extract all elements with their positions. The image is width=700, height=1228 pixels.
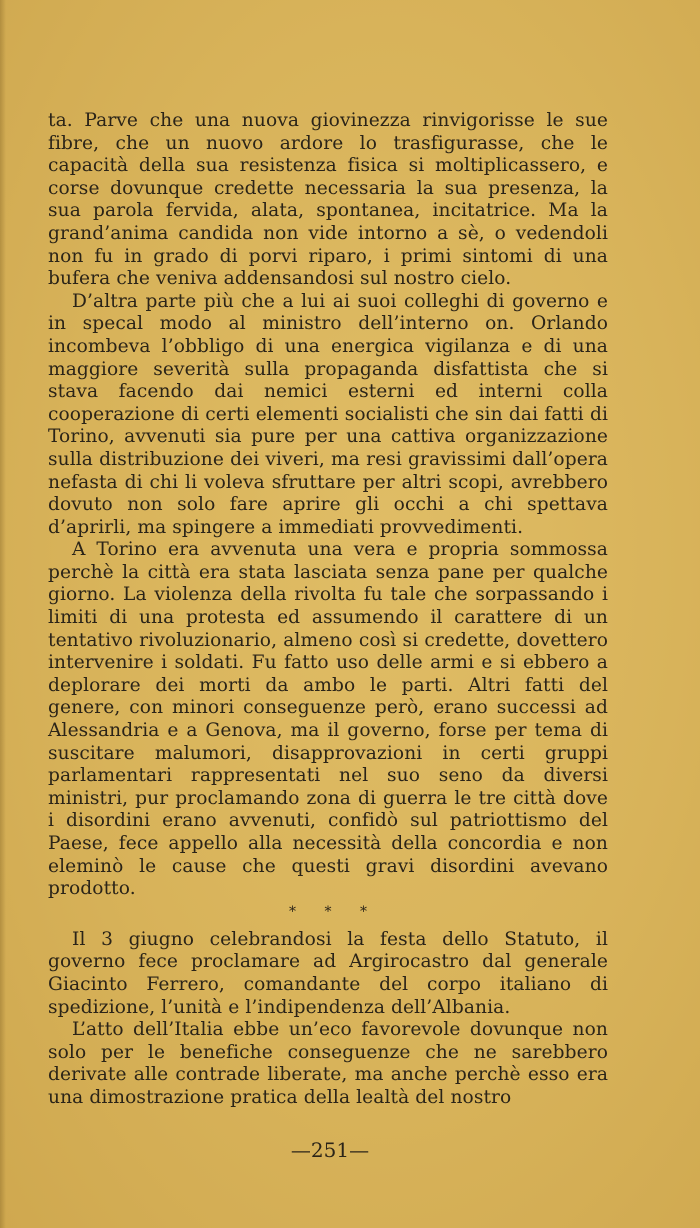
page-number: —251— <box>290 1138 370 1162</box>
paragraph: A Torino era avvenuta una vera e propria sommossa perchè la città era stata lasciata senza pane per qualche giorno. La violenza della rivolta fu tale che sorpassando i limiti di una protesta ed assumendo il carattere di un tentativo rivoluzionario, almeno così si credette, dovettero intervenire i soldati. Fu fatto uso delle armi e si ebbero a deplorare dei morti da ambo le parti. Altri fatti del genere, con minori conseguenze però, erano successi ad Alessandria e a Genova, ma il governo, forse per tema di suscitare malumori, disapprovazioni in certi gruppi parlamentari rappresentati nel suo seno da diversi ministri, pur proclamando zona di guerra le tre città dove i disordini erano avvenuti, confidò sul patriottismo del Paese, fece appello alla necessità della concordia e non eleminò le cause che questi gravi disordini avevano prodotto. <box>48 539 608 900</box>
section-separator: * * * <box>289 903 379 920</box>
body-text <box>48 110 608 1110</box>
paragraph: D’altra parte più che a lui ai suoi colleghi di governo e in specal modo al ministro dell’interno on. Orlando incombeva l’obbligo di una energica vigilanza e di una maggiore severità sulla propaganda disfattista che si stava facendo dai nemici esterni ed interni colla cooperazione di certi elementi socialisti che sin dai fatti di Torino, avvenuti sia pure per una cattiva organizzazione sulla distribuzione dei viveri, ma resi gravissimi dall’opera nefasta di chi li voleva sfruttare per altri scopi, avrebbero dovuto non solo fare aprire gli occhi a chi spettava d’aprirli, ma spingere a immediati provvedimenti. <box>48 290 608 538</box>
paragraph-continuation: ta. Parve che una nuova giovinezza rinvigorisse le sue fibre, che un nuovo ardore lo trasfigurasse, che le capacità della sua resistenza fisica si moltiplicassero, e corse dovunque credette necessaria la sua presenza, la sua parola fervida, alata, spontanea, incitatrice. Ma la grand’anima candida non vide intorno a sè, o vedendoli non fu in grado di porvi riparo, i primi sintomi di una bufera che veniva addensandosi sul nostro cielo. <box>48 110 608 290</box>
page-edge-shadow <box>0 0 6 1228</box>
paragraph: Il 3 giugno celebrandosi la festa dello Statuto, il governo fece proclamare ad Argirocastro dal generale Giacinto Ferrero, comandante del corpo italiano di spedizione, l’unità e l’indipendenza dell’Albania. <box>48 928 608 1018</box>
paragraph: L’atto dell’Italia ebbe un’eco favorevole dovunque non solo per le benefiche conseguenze che ne sarebbero derivate alle contrade liberate, ma anche perchè esso era una dimostrazione pratica della lealtà del nostro <box>48 1019 608 1108</box>
